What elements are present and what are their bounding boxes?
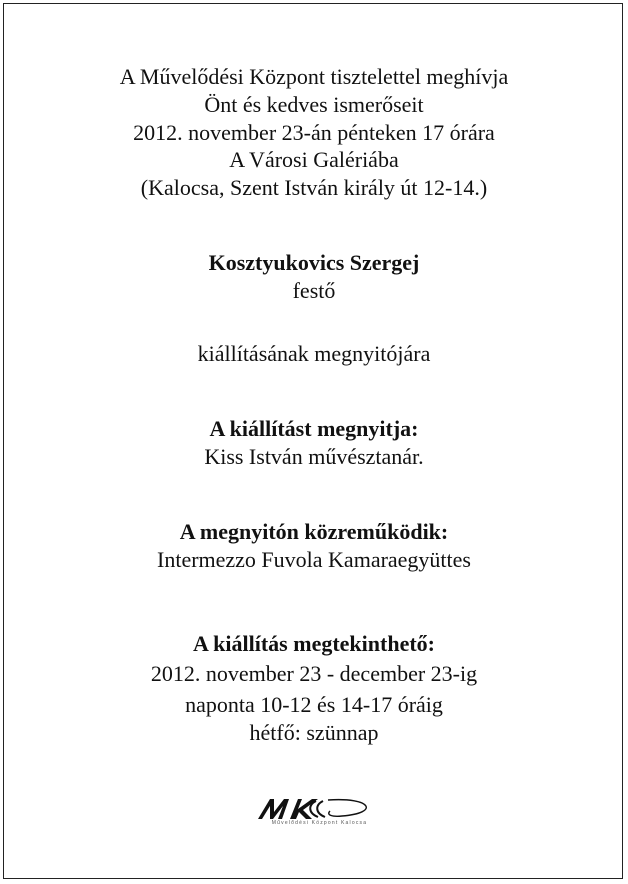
closed-day: hétfő: szünnap — [249, 720, 379, 745]
viewing-dates: 2012. november 23 - december 23-ig — [150, 661, 478, 686]
venue-address: (Kalocsa, Szent István király út 12-14.) — [140, 175, 488, 200]
invitation-page — [3, 3, 623, 879]
viewing-hours: naponta 10-12 és 14-17 óráig — [185, 692, 443, 717]
viewing-heading: A kiállítás megtekinthető: — [193, 631, 435, 656]
opener-name: Kiss István művésztanár. — [204, 444, 424, 469]
invitation-line-1: A Művelődési Központ tisztelettel meghívja — [119, 64, 509, 89]
venue-name: A Városi Galériába — [229, 147, 399, 172]
opening-phrase: kiállításának megnyitójára — [197, 341, 431, 366]
opener-heading: A kiállítást megnyitja: — [209, 416, 419, 441]
performers-name: Intermezzo Fuvola Kamaraegyüttes — [157, 547, 471, 572]
artist-profession: festő — [292, 278, 336, 303]
logo-caption: Művelődési Központ Kalocsa — [271, 820, 368, 826]
artist-name: Kosztyukovics Szergej — [208, 250, 420, 275]
event-date-time: 2012. november 23-án pénteken 17 órára — [133, 120, 495, 145]
performers-heading: A megnyitón közreműködik: — [179, 519, 449, 544]
invitation-line-2: Önt és kedves ismerőseit — [204, 92, 424, 117]
mk-logo-mark — [252, 795, 387, 821]
mk-logo — [252, 795, 387, 827]
